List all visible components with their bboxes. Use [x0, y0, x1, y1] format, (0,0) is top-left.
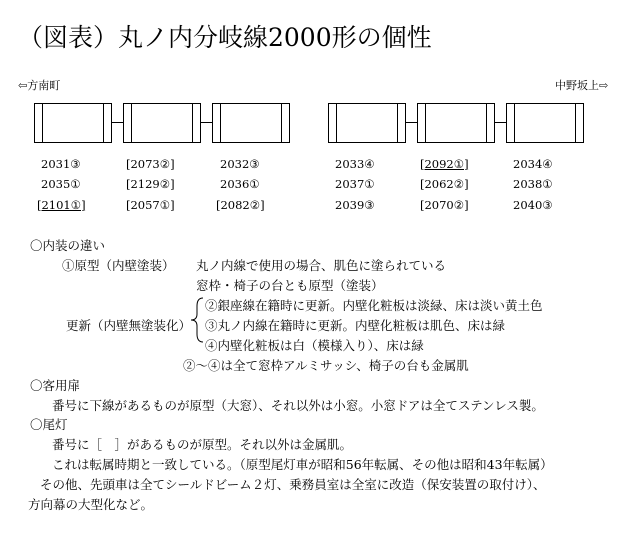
car-number: 2036① — [220, 177, 260, 191]
car-6 — [507, 104, 584, 143]
page-title: （図表）丸ノ内分岐線2000形の個性 — [18, 23, 432, 52]
taillight-desc: 番号に［ ］があるものが原型。それ以外は金属肌。 — [52, 437, 353, 452]
car-3 — [213, 104, 290, 143]
car-number: 2037① — [335, 177, 375, 191]
car-number: [2101①] — [37, 198, 86, 212]
car-number: [2073②] — [126, 157, 175, 171]
update-brace — [191, 298, 203, 342]
other-notes: その他、先頭車は全てシールドビーム２灯、乗務員室は全室に改造（保安装置の取付け）、 — [40, 477, 546, 492]
update-type-2: ②銀座線在籍時に更新。内壁化粧板は淡緑、床は淡い黄土色 — [205, 298, 543, 313]
car-4 — [329, 104, 406, 143]
car-number: 2040③ — [513, 198, 553, 212]
car-number: 2034④ — [513, 157, 553, 171]
car-number: [2062②] — [420, 177, 469, 191]
car-2 — [124, 104, 201, 143]
direction-left-label: ⇦方南町 — [18, 79, 61, 92]
update-common: ②〜④は全て窓枠アルミサッシ、椅子の台も金属肌 — [183, 358, 469, 373]
car-number: [2070②] — [420, 198, 469, 212]
original-type-label: ①原型（内壁塗装） — [62, 258, 175, 273]
car-5 — [418, 104, 495, 143]
other-notes: 方向幕の大型化など。 — [28, 497, 154, 512]
car-number: 2035① — [41, 177, 81, 191]
car-number: [2082②] — [216, 198, 265, 212]
taillight-heading: 〇尾灯 — [30, 417, 68, 432]
door-heading: 〇客用扉 — [30, 378, 81, 393]
update-label: 更新（内壁無塗装化） — [66, 318, 192, 333]
interior-heading: 〇内装の違い — [30, 238, 106, 253]
car-number: [2057①] — [126, 198, 175, 212]
car-1 — [35, 104, 112, 143]
taillight-desc: これは転属時期と一致している。（原型尾灯車が昭和56年転属、その他は昭和43年転属） — [52, 457, 553, 472]
update-type-3: ③丸ノ内線在籍時に更新。内壁化粧板は肌色、床は緑 — [205, 318, 506, 333]
original-type-desc: 丸ノ内線で使用の場合、肌色に塗られている — [196, 258, 447, 273]
car-number: 2038① — [513, 177, 553, 191]
car-number: [2092①] — [420, 157, 469, 171]
car-number: 2039③ — [335, 198, 375, 212]
car-number: 2032③ — [220, 157, 260, 171]
original-type-desc: 窓枠・椅子の台とも原型（塗装） — [196, 278, 384, 293]
car-number: 2031③ — [41, 157, 81, 171]
direction-right-label: 中野坂上⇨ — [555, 79, 609, 92]
door-desc: 番号に下線があるものが原型（大窓）、それ以外は小窓。小窓ドアは全てステンレス製。 — [52, 398, 544, 413]
car-number: 2033④ — [335, 157, 375, 171]
car-number: [2129②] — [126, 177, 175, 191]
update-type-4: ④内壁化粧板は白（模様入り）、床は緑 — [205, 338, 424, 353]
